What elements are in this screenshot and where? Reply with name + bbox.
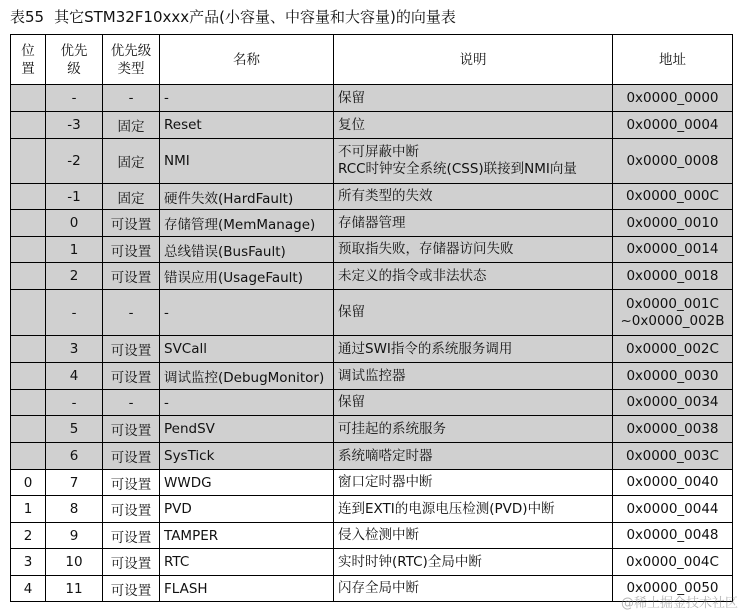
cell-position	[11, 184, 46, 210]
cell-priority-type: 可设置	[103, 336, 160, 363]
cell-priority: 11	[46, 576, 103, 602]
cell-address	[613, 416, 733, 443]
cell-priority: -	[46, 390, 103, 416]
address-line: 0x0000_003C	[626, 447, 719, 464]
cell-priority: 7	[46, 470, 103, 496]
description-line: 所有类型的失效	[338, 188, 433, 204]
cell-address	[613, 523, 733, 549]
address-line: 0x0000_0004	[626, 116, 719, 133]
cell-priority: 5	[46, 416, 103, 443]
cell-position	[11, 237, 46, 263]
description-line: 侵入检测中断	[338, 527, 419, 543]
cell-address	[613, 470, 733, 496]
vector-table	[10, 34, 733, 602]
cell-position	[11, 363, 46, 390]
cell-address	[613, 496, 733, 523]
cell-description	[334, 390, 613, 416]
cell-description	[334, 210, 613, 237]
cell-description	[334, 443, 613, 470]
table-row	[11, 112, 733, 139]
cell-position: 0	[11, 470, 46, 496]
cell-position	[11, 263, 46, 290]
cell-name: -	[160, 390, 334, 416]
cell-description	[334, 85, 613, 112]
table-body	[11, 85, 733, 602]
cell-priority-type: -	[103, 290, 160, 336]
header-address: 地址	[613, 35, 733, 85]
description-line: 调试监控器	[338, 367, 406, 384]
cell-priority: 0	[46, 210, 103, 237]
description-line: RCC时钟安全系统(CSS)联接到NMI向量	[338, 161, 577, 177]
address-line: 0x0000_0018	[626, 267, 719, 284]
table-row	[11, 263, 733, 290]
cell-description	[334, 184, 613, 210]
description-line: 连到EXTI的电源电压检测(PVD)中断	[338, 500, 555, 517]
cell-description	[334, 549, 613, 576]
cell-address	[613, 290, 733, 336]
table-row	[11, 496, 733, 523]
cell-position: 3	[11, 549, 46, 576]
table-row	[11, 390, 733, 416]
cell-address	[613, 549, 733, 576]
cell-address	[613, 112, 733, 139]
cell-priority-type: 可设置	[103, 470, 160, 496]
table-row	[11, 443, 733, 470]
table-row	[11, 237, 733, 263]
cell-description	[334, 336, 613, 363]
cell-description	[334, 416, 613, 443]
cell-position	[11, 390, 46, 416]
cell-position	[11, 416, 46, 443]
description-line: 可挂起的系统服务	[338, 420, 446, 437]
watermark: @稀土掘金技术社区	[620, 596, 738, 611]
cell-description	[334, 237, 613, 263]
cell-position	[11, 290, 46, 336]
table-caption	[10, 5, 456, 29]
cell-address	[613, 139, 733, 184]
cell-priority-type: 可设置	[103, 363, 160, 390]
cell-position: 4	[11, 576, 46, 602]
address-line: 0x0000_0010	[626, 214, 719, 231]
cell-description	[334, 263, 613, 290]
cell-priority-type: 可设置	[103, 443, 160, 470]
table-row	[11, 523, 733, 549]
table-row	[11, 363, 733, 390]
address-line: 0x0000_0040	[626, 474, 719, 490]
description-line: 不可屏蔽中断	[338, 144, 419, 160]
cell-name: 总线错误(BusFault)	[160, 237, 334, 263]
cell-address	[613, 210, 733, 237]
cell-name: 存储管理(MemManage)	[160, 210, 334, 237]
cell-name: -	[160, 290, 334, 336]
table-title: 其它STM32F10xxx产品(小容量、中容量和大容量)的向量表	[54, 8, 456, 26]
cell-priority-type: 可设置	[103, 237, 160, 263]
description-line: 实时时钟(RTC)全局中断	[338, 553, 482, 570]
cell-priority: -1	[46, 184, 103, 210]
cell-address	[613, 184, 733, 210]
cell-priority: 10	[46, 549, 103, 576]
cell-name: 错误应用(UsageFault)	[160, 263, 334, 290]
cell-name: RTC	[160, 549, 334, 576]
description-line: 复位	[338, 116, 365, 133]
description-line: 保留	[338, 89, 365, 106]
cell-priority-type: 可设置	[103, 496, 160, 523]
cell-name: Reset	[160, 112, 334, 139]
cell-name: TAMPER	[160, 523, 334, 549]
cell-priority-type: 固定	[103, 112, 160, 139]
cell-priority: 9	[46, 523, 103, 549]
table-row	[11, 549, 733, 576]
cell-position	[11, 443, 46, 470]
cell-name: 调试监控(DebugMonitor)	[160, 363, 334, 390]
cell-name: SysTick	[160, 443, 334, 470]
cell-priority: 8	[46, 496, 103, 523]
cell-position	[11, 85, 46, 112]
cell-position	[11, 336, 46, 363]
cell-description	[334, 139, 613, 184]
description-line: 窗口定时器中断	[338, 474, 433, 490]
address-line: 0x0000_0044	[626, 500, 719, 517]
address-line: 0x0000_0008	[626, 152, 719, 169]
description-line: 存储器管理	[338, 214, 406, 231]
cell-address	[613, 263, 733, 290]
table-row	[11, 470, 733, 496]
cell-position	[11, 210, 46, 237]
address-line: 0x0000_0014	[626, 241, 719, 257]
header-description: 说明	[334, 35, 613, 85]
cell-name: PVD	[160, 496, 334, 523]
address-line: 0x0000_0050	[626, 580, 719, 596]
table-row	[11, 290, 733, 336]
cell-name: PendSV	[160, 416, 334, 443]
description-line: 保留	[338, 304, 365, 320]
description-line: 闪存全局中断	[338, 580, 419, 596]
cell-description	[334, 363, 613, 390]
description-line: 未定义的指令或非法状态	[338, 267, 487, 284]
header-name: 名称	[160, 35, 334, 85]
cell-priority-type: 可设置	[103, 576, 160, 602]
cell-position	[11, 139, 46, 184]
cell-priority-type: 固定	[103, 184, 160, 210]
table-row	[11, 336, 733, 363]
cell-address	[613, 85, 733, 112]
cell-name: FLASH	[160, 576, 334, 602]
cell-position: 1	[11, 496, 46, 523]
address-line: 0x0000_0048	[626, 527, 719, 543]
cell-priority-type: 可设置	[103, 263, 160, 290]
table-row	[11, 416, 733, 443]
cell-priority: -3	[46, 112, 103, 139]
cell-name: SVCall	[160, 336, 334, 363]
cell-address	[613, 443, 733, 470]
address-line: 0x0000_001C	[626, 295, 719, 312]
cell-name: NMI	[160, 139, 334, 184]
description-line: 系统嘀嗒定时器	[338, 447, 433, 464]
cell-priority: 6	[46, 443, 103, 470]
description-line: 通过SWI指令的系统服务调用	[338, 340, 513, 357]
table-number: 表55	[10, 8, 45, 26]
cell-name: -	[160, 85, 334, 112]
cell-description	[334, 576, 613, 602]
address-line: 0x0000_0038	[626, 420, 719, 437]
description-line: 保留	[338, 394, 365, 410]
cell-description	[334, 523, 613, 549]
address-line: 0x0000_002C	[626, 340, 719, 357]
cell-priority: 4	[46, 363, 103, 390]
cell-priority: -	[46, 85, 103, 112]
address-line: 0x0000_000C	[626, 188, 719, 204]
cell-priority: 2	[46, 263, 103, 290]
table-row	[11, 85, 733, 112]
cell-priority-type: -	[103, 85, 160, 112]
header-priority-type: 优先级 类型	[103, 35, 160, 85]
header-position: 位 置	[11, 35, 46, 85]
cell-priority-type: 固定	[103, 139, 160, 184]
cell-priority-type: 可设置	[103, 549, 160, 576]
table-row	[11, 210, 733, 237]
description-line: 预取指失败，存储器访问失败	[338, 241, 514, 257]
cell-description	[334, 290, 613, 336]
cell-priority: 3	[46, 336, 103, 363]
cell-name: 硬件失效(HardFault)	[160, 184, 334, 210]
cell-priority-type: 可设置	[103, 416, 160, 443]
cell-priority-type: 可设置	[103, 523, 160, 549]
address-line: 0x0000_004C	[626, 553, 719, 570]
cell-address	[613, 237, 733, 263]
address-line: 0x0000_0030	[626, 367, 719, 384]
address-line: 0x0000_0034	[626, 394, 719, 410]
table-row	[11, 139, 733, 184]
cell-position: 2	[11, 523, 46, 549]
cell-priority-type: -	[103, 390, 160, 416]
cell-name: WWDG	[160, 470, 334, 496]
address-line: ~0x0000_002B	[620, 312, 725, 329]
cell-address	[613, 390, 733, 416]
cell-priority: 1	[46, 237, 103, 263]
header-row	[11, 35, 733, 85]
cell-description	[334, 470, 613, 496]
cell-priority: -2	[46, 139, 103, 184]
cell-description	[334, 112, 613, 139]
table-row	[11, 184, 733, 210]
address-line: 0x0000_0000	[626, 89, 719, 106]
header-priority: 优先 级	[46, 35, 103, 85]
cell-priority: -	[46, 290, 103, 336]
cell-position	[11, 112, 46, 139]
cell-address	[613, 336, 733, 363]
cell-description	[334, 496, 613, 523]
cell-priority-type: 可设置	[103, 210, 160, 237]
cell-address	[613, 363, 733, 390]
